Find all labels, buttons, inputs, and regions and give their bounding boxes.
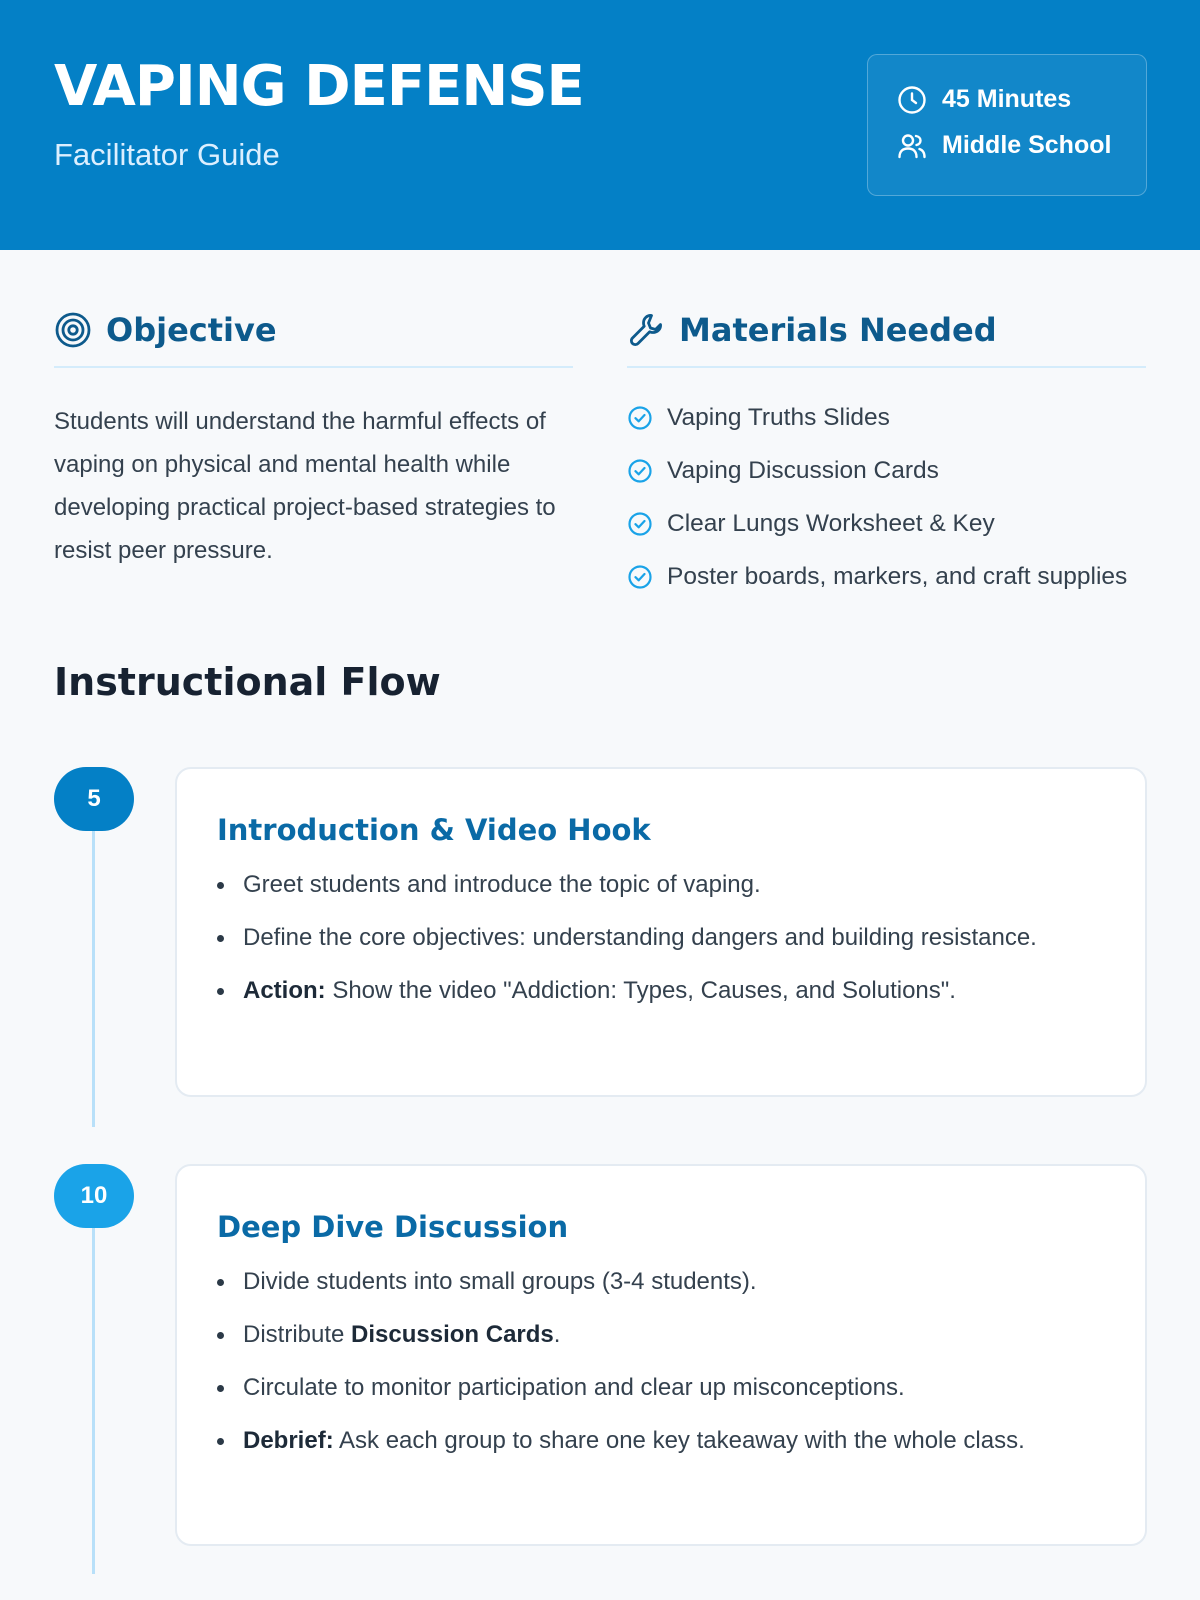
list-item: [627, 398, 1146, 438]
list-item: [217, 865, 1105, 905]
step-list: [217, 1262, 1105, 1461]
list-item: [217, 1368, 1105, 1408]
materials-column: [627, 308, 1146, 610]
item-bold-label: Discussion Cards: [351, 1321, 554, 1348]
materials-list: [627, 398, 1146, 597]
item-text: Divide students into small groups (3-4 students).: [243, 1268, 757, 1295]
item-text: Ask each group to share one key takeaway with the whole class.: [333, 1427, 1025, 1454]
item-bold-label: Debrief:: [243, 1427, 334, 1454]
wrench-icon: [627, 311, 665, 349]
timeline-line: [92, 807, 95, 1127]
objective-header: [54, 308, 573, 368]
list-item: [627, 557, 1146, 597]
item-text: Greet students and introduce the topic of vaping.: [243, 871, 761, 898]
item-text: Define the core objectives: understanding dangers and building resistance.: [243, 924, 1037, 951]
step-title: Deep Dive Discussion: [217, 1210, 569, 1244]
step-minutes-badge: 5: [54, 767, 134, 831]
overview-section: [0, 250, 1200, 610]
list-item: [627, 451, 1146, 491]
item-text: Show the video "Addiction: Types, Causes, and Solutions".: [325, 977, 956, 1004]
page-subtitle: Facilitator Guide: [54, 136, 280, 172]
objective-text: Students will understand the harmful effects of vaping on physical and mental health while developing practical project-based strategies to resist peer pressure.: [54, 408, 556, 564]
material-label: Vaping Discussion Cards: [667, 457, 939, 484]
meta-box: [867, 54, 1147, 196]
list-item: [217, 918, 1105, 958]
step-minutes-badge: 10: [54, 1164, 134, 1228]
list-item: [217, 1421, 1105, 1461]
target-icon: [54, 311, 92, 349]
step-title: Introduction & Video Hook: [217, 813, 651, 847]
page-title: VAPING DEFENSE: [54, 54, 584, 119]
list-item: [217, 971, 1105, 1011]
step-2: [54, 1164, 1147, 1574]
check-circle-icon: [627, 458, 653, 484]
header: [0, 0, 1200, 250]
audience-label: Middle School: [942, 131, 1112, 159]
flow-title: Instructional Flow: [54, 660, 441, 704]
step-card: [175, 1164, 1147, 1546]
materials-header: [627, 308, 1146, 368]
objective-title: Objective: [106, 311, 277, 349]
duration-label: 45 Minutes: [942, 85, 1072, 113]
list-item: [627, 504, 1146, 544]
check-circle-icon: [627, 564, 653, 590]
item-bold-label: Action:: [243, 977, 326, 1004]
materials-title: Materials Needed: [679, 311, 997, 349]
item-text: .: [553, 1321, 561, 1348]
step-1: [54, 767, 1147, 1127]
check-circle-icon: [627, 511, 653, 537]
material-label: Vaping Truths Slides: [667, 404, 890, 431]
duration-row: [896, 83, 1146, 116]
clock-icon: [896, 84, 928, 116]
list-item: [217, 1262, 1105, 1302]
item-text: Circulate to monitor participation and clear up misconceptions.: [243, 1374, 905, 1401]
step-card: [175, 767, 1147, 1097]
list-item: [217, 1315, 1105, 1355]
users-icon: [896, 130, 928, 162]
item-text: Distribute: [243, 1321, 352, 1348]
objective-column: [54, 308, 573, 610]
material-label: Clear Lungs Worksheet & Key: [667, 510, 995, 537]
timeline-line: [92, 1204, 95, 1574]
audience-row: [896, 129, 1146, 162]
material-label: Poster boards, markers, and craft supplies: [667, 563, 1128, 590]
step-list: [217, 865, 1105, 1011]
check-circle-icon: [627, 405, 653, 431]
